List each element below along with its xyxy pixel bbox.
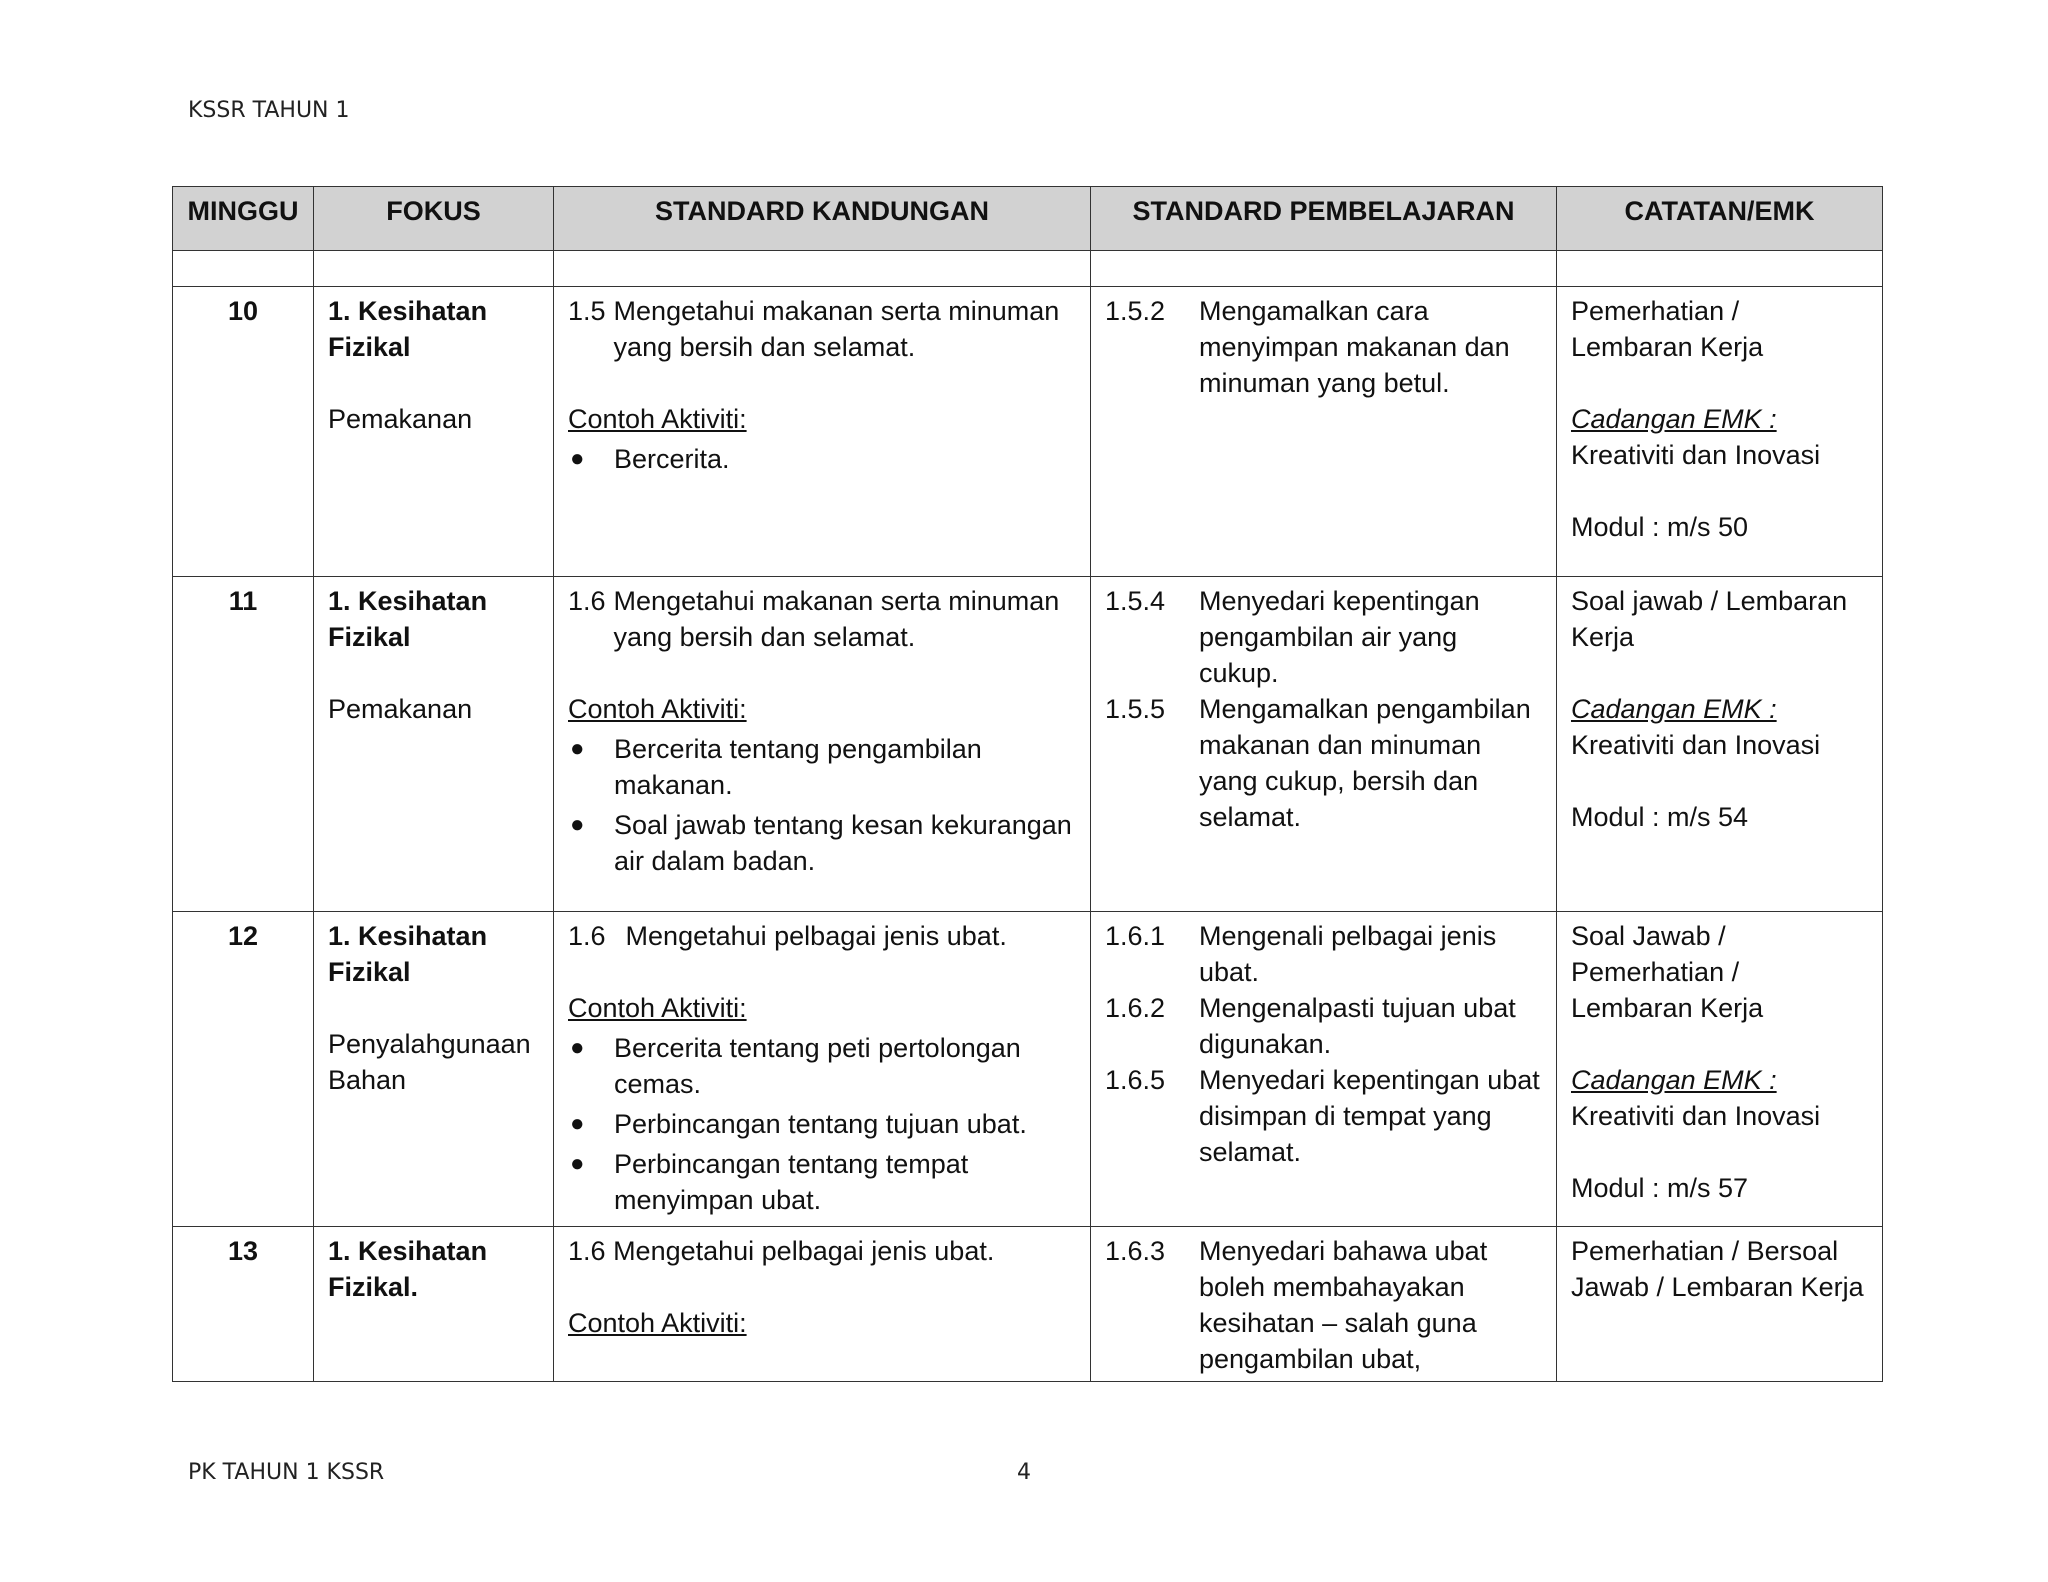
catatan-cell [1557,287,1883,577]
emk-value: Kreativiti dan Inovasi [1571,730,1821,760]
table-row [173,912,1883,1227]
catatan-cell [1557,912,1883,1227]
fokus-cell [314,287,554,577]
empty-row [173,251,1883,287]
bullet-icon: ● [570,1110,585,1137]
fokus-cell [314,912,554,1227]
column-header-standard-kandungan: STANDARD KANDUNGAN [554,187,1091,251]
sp-item: 1.5.5 Mengamalkan pengambilan makanan dan minuman yang cukup, bersih dan selamat. [1105,694,1531,832]
week-number: 12 [173,912,314,1227]
contoh-aktiviti-label: Contoh Aktiviti: [568,404,747,434]
bullet-icon: ● [570,1150,585,1177]
column-header-standard-pembelajaran: STANDARD PEMBELAJARAN [1091,187,1557,251]
sp-item: 1.6.2 Mengenalpasti tujuan ubat digunakan. [1105,993,1516,1059]
bullet-icon: ● [570,811,585,838]
modul-ref: Modul : m/s 54 [1571,802,1749,832]
fokus-subtopic: Pemakanan [328,694,473,724]
sk-code: 1.5 [568,296,606,326]
activity-list [568,731,1076,879]
standard-kandungan-cell [554,1227,1091,1382]
fokus-title: 1. Kesihatan Fizikal [328,921,488,987]
page-number: 4 [1017,1460,1031,1485]
sp-item: 1.6.3 Menyedari bahawa ubat boleh membahayakan kesihatan – salah guna pengambilan ubat, [1105,1236,1488,1374]
list-item: ● Bercerita tentang pengambilan makanan. [568,731,1076,803]
standard-pembelajaran-cell [1091,912,1557,1227]
sk-text: Mengetahui pelbagai jenis ubat. [625,921,1007,951]
list-item: ● Perbincangan tentang tujuan ubat. [568,1106,1076,1142]
list-item: ● Bercerita tentang peti pertolongan cemas. [568,1030,1076,1102]
fokus-title: 1. Kesihatan Fizikal [328,586,488,652]
week-number: 10 [173,287,314,577]
bullet-icon: ● [570,1034,585,1061]
catatan-text: Pemerhatian / Lembaran Kerja [1571,296,1764,362]
page-header: KSSR TAHUN 1 [188,98,350,123]
emk-value: Kreativiti dan Inovasi [1571,1101,1821,1131]
bullet-icon: ● [570,445,585,472]
sk-code: 1.6 [568,921,606,951]
modul-ref: Modul : m/s 57 [1571,1173,1749,1203]
sp-item: 1.6.5 Menyedari kepentingan ubat disimpan di tempat yang selamat. [1105,1065,1540,1167]
column-header-catatan-emk: CATATAN/EMK [1557,187,1883,251]
sp-item: 1.5.2 Mengamalkan cara menyimpan makanan dan minuman yang betul. [1105,296,1510,398]
fokus-title: 1. Kesihatan Fizikal. [328,1236,488,1302]
table-row [173,1227,1883,1382]
catatan-cell [1557,577,1883,912]
fokus-title: 1. Kesihatan Fizikal [328,296,488,362]
catatan-cell [1557,1227,1883,1382]
modul-ref: Modul : m/s 50 [1571,512,1749,542]
standard-pembelajaran-cell [1091,1227,1557,1382]
cadangan-emk-label: Cadangan EMK : [1571,694,1777,724]
page-footer: PK TAHUN 1 KSSR [188,1460,385,1485]
table-row [173,577,1883,912]
sk-text: Mengetahui makanan serta minuman yang bersih dan selamat. [613,586,1060,652]
contoh-aktiviti-label: Contoh Aktiviti: [568,1308,747,1338]
fokus-subtopic: Pemakanan [328,404,473,434]
fokus-cell [314,1227,554,1382]
cadangan-emk-label: Cadangan EMK : [1571,404,1777,434]
table-row [173,287,1883,577]
column-header-minggu: MINGGU [173,187,314,251]
fokus-subtopic: Penyalahgunaan Bahan [328,1029,531,1095]
week-number: 11 [173,577,314,912]
standard-pembelajaran-cell [1091,577,1557,912]
sk-code: 1.6 [568,586,606,616]
contoh-aktiviti-label: Contoh Aktiviti: [568,694,747,724]
catatan-text: Pemerhatian / Bersoal Jawab / Lembaran Kerja [1571,1236,1864,1302]
week-number: 13 [173,1227,314,1382]
fokus-cell [314,577,554,912]
activity-list [568,1030,1076,1218]
activity-list [568,441,1076,477]
sk-text: 1.6 Mengetahui pelbagai jenis ubat. [568,1236,995,1266]
catatan-text: Soal jawab / Lembaran Kerja [1571,586,1848,652]
bullet-icon: ● [570,735,585,762]
standard-kandungan-cell [554,912,1091,1227]
list-item: ● Perbincangan tentang tempat menyimpan ubat. [568,1146,1076,1218]
sk-text: Mengetahui makanan serta minuman yang bersih dan selamat. [613,296,1060,362]
table-header-row [173,187,1883,251]
standard-kandungan-cell [554,287,1091,577]
cadangan-emk-label: Cadangan EMK : [1571,1065,1777,1095]
sp-item: 1.6.1 Mengenali pelbagai jenis ubat. [1105,921,1497,987]
column-header-fokus: FOKUS [314,187,554,251]
emk-value: Kreativiti dan Inovasi [1571,440,1821,470]
standard-kandungan-cell [554,577,1091,912]
list-item: ● Soal jawab tentang kesan kekurangan air dalam badan. [568,807,1076,879]
lesson-plan-table [172,186,1883,1382]
contoh-aktiviti-label: Contoh Aktiviti: [568,993,747,1023]
catatan-text: Soal Jawab / Pemerhatian / Lembaran Kerja [1571,921,1764,1023]
standard-pembelajaran-cell [1091,287,1557,577]
list-item: ● Bercerita. [568,441,1076,477]
sp-item: 1.5.4 Menyedari kepentingan pengambilan air yang cukup. [1105,586,1480,688]
